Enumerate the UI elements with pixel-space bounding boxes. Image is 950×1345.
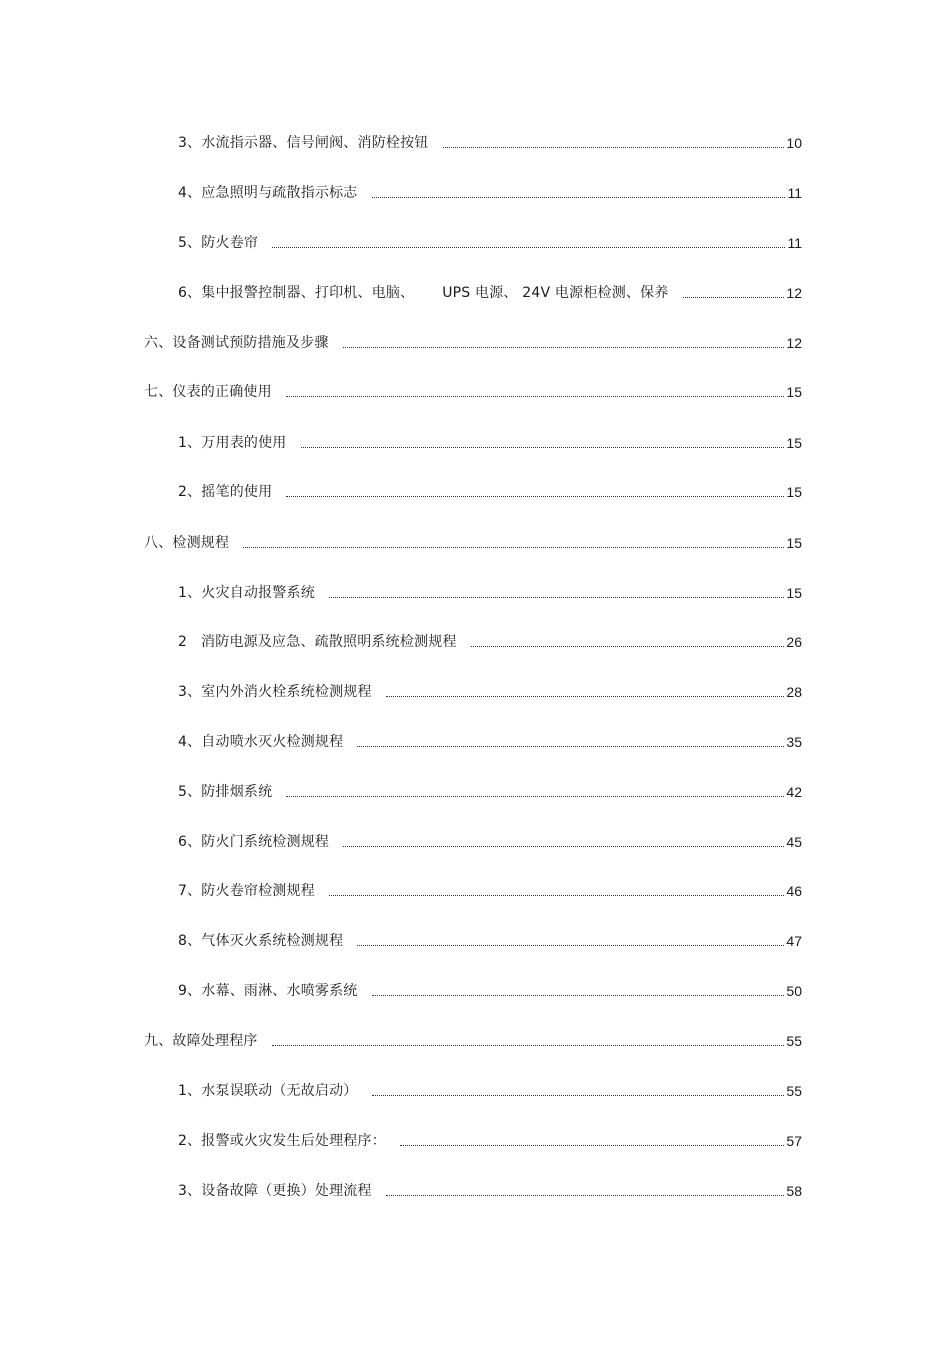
toc-entry-page: 55 xyxy=(786,1083,802,1099)
toc-entry-page: 28 xyxy=(786,684,802,700)
toc-entry-label: 6、防火门系统检测规程 xyxy=(178,834,330,850)
toc-entry-label: 九、故障处理程序 xyxy=(144,1033,258,1049)
dot-leader xyxy=(683,297,785,298)
toc-entry-page: 12 xyxy=(786,285,802,301)
dot-leader xyxy=(443,147,785,148)
toc-entry-label: 9、水幕、雨淋、水喷雾系统 xyxy=(178,983,358,999)
dot-leader xyxy=(372,1095,785,1096)
toc-entry-page: 15 xyxy=(786,585,802,601)
toc-entry[interactable] xyxy=(178,183,802,203)
toc-entry[interactable] xyxy=(178,583,802,603)
toc-entry-label: 3、设备故障（更换）处理流程 xyxy=(178,1183,372,1199)
dot-leader xyxy=(343,347,785,348)
toc-entry[interactable] xyxy=(178,832,802,852)
toc-entry-label: 4、应急照明与疏散指示标志 xyxy=(178,185,358,201)
dot-leader xyxy=(286,796,784,797)
dot-leader xyxy=(386,1195,785,1196)
toc-entry[interactable] xyxy=(178,981,802,1001)
toc-entry-page: 35 xyxy=(786,734,802,750)
toc-entry-label: 6、集中报警控制器、打印机、电脑、 UPS 电源、 24V 电源柜检测、保养 xyxy=(178,285,669,301)
toc-entry-page: 45 xyxy=(786,834,802,850)
toc-entry-label: 3、水流指示器、信号闸阀、消防栓按钮 xyxy=(178,135,429,151)
toc-entry-page: 58 xyxy=(786,1183,802,1199)
toc-entry[interactable] xyxy=(144,533,802,553)
dot-leader xyxy=(243,547,784,548)
dot-leader xyxy=(329,895,785,896)
toc-entry-label: 1、火灾自动报警系统 xyxy=(178,585,315,601)
toc-entry[interactable] xyxy=(178,732,802,752)
toc-entry-label: 5、防火卷帘 xyxy=(178,235,259,251)
toc-entry-page: 15 xyxy=(786,435,802,451)
toc-entry[interactable] xyxy=(144,382,802,402)
toc-entry[interactable] xyxy=(178,1181,802,1201)
toc-entry-label: 1、水泵误联动（无故启动） xyxy=(178,1083,358,1099)
toc-entry[interactable] xyxy=(178,931,802,951)
toc-entry[interactable] xyxy=(178,133,802,153)
toc-entry-label: 七、仪表的正确使用 xyxy=(144,384,272,400)
dot-leader xyxy=(471,646,785,647)
toc-entry-page: 15 xyxy=(786,535,802,551)
toc-entry-label: 2、摇笔的使用 xyxy=(178,484,273,500)
toc-entry-page: 15 xyxy=(786,484,802,500)
dot-leader xyxy=(286,496,784,497)
dot-leader xyxy=(343,846,784,847)
dot-leader xyxy=(301,447,785,448)
toc-entry[interactable] xyxy=(144,333,802,353)
toc-entry-label: 2、报警或火灾发生后处理程序： xyxy=(178,1133,386,1149)
toc-entry[interactable] xyxy=(178,782,802,802)
toc-entry-page: 57 xyxy=(786,1133,802,1149)
dot-leader xyxy=(272,247,785,248)
toc-entry-page: 46 xyxy=(786,883,802,899)
toc-entry-page: 11 xyxy=(787,235,802,251)
dot-leader xyxy=(372,197,786,198)
toc-entry-page: 55 xyxy=(786,1033,802,1049)
toc-entry-page: 50 xyxy=(786,983,802,999)
toc-entry[interactable] xyxy=(144,1031,802,1051)
dot-leader xyxy=(286,396,785,397)
dot-leader xyxy=(386,696,785,697)
toc-entry-label: 六、设备测试预防措施及步骤 xyxy=(144,335,329,351)
toc-entry-label: 八、检测规程 xyxy=(144,535,230,551)
toc-entry-page: 42 xyxy=(786,784,802,800)
toc-entry[interactable] xyxy=(178,881,802,901)
toc-entry[interactable] xyxy=(178,1131,802,1151)
toc-entry-page: 26 xyxy=(786,634,802,650)
toc-entry[interactable] xyxy=(178,632,802,652)
toc-entry-label: 8、气体灭火系统检测规程 xyxy=(178,933,344,949)
toc-entry-label: 1、万用表的使用 xyxy=(178,435,287,451)
dot-leader xyxy=(400,1145,785,1146)
toc-entry[interactable] xyxy=(178,283,802,303)
toc-entry-page: 47 xyxy=(786,933,802,949)
toc-entry-page: 10 xyxy=(786,135,802,151)
toc-entry-page: 15 xyxy=(786,384,802,400)
toc-entry-label: 2 消防电源及应急、疏散照明系统检测规程 xyxy=(178,634,457,650)
toc-entry-page: 12 xyxy=(786,335,802,351)
toc-entry-label: 7、防火卷帘检测规程 xyxy=(178,883,315,899)
toc-entry[interactable] xyxy=(178,682,802,702)
toc-entry-label: 3、室内外消火栓系统检测规程 xyxy=(178,684,372,700)
toc-entry[interactable] xyxy=(178,482,802,502)
dot-leader xyxy=(329,597,785,598)
dot-leader xyxy=(272,1045,785,1046)
toc-entry[interactable] xyxy=(178,1081,802,1101)
toc-entry[interactable] xyxy=(178,233,802,253)
toc-entry[interactable] xyxy=(178,433,802,453)
dot-leader xyxy=(357,945,784,946)
dot-leader xyxy=(372,995,785,996)
toc-entry-page: 11 xyxy=(787,185,802,201)
dot-leader xyxy=(357,746,784,747)
toc-entry-label: 5、防排烟系统 xyxy=(178,784,273,800)
toc-entry-label: 4、自动喷水灭火检测规程 xyxy=(178,734,344,750)
